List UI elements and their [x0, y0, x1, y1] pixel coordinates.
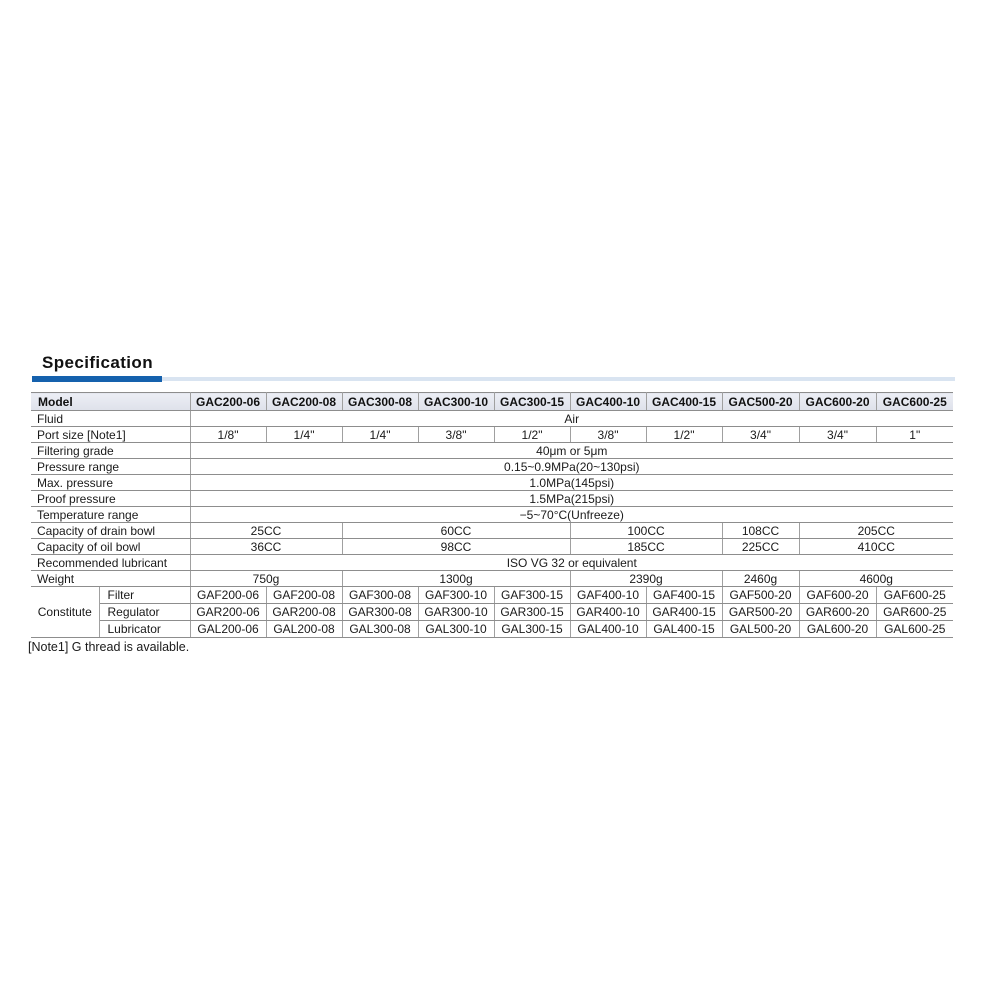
drain-bowl-value-2: 100CC — [570, 523, 722, 539]
sub-label-filter: Filter — [99, 587, 190, 604]
row-label-proof-pressure: Proof pressure — [31, 491, 190, 507]
column-header-model-0: GAC200-06 — [190, 393, 266, 411]
drain-bowl-value-0: 25CC — [190, 523, 342, 539]
port-size-value-3: 3/8" — [418, 427, 494, 443]
oil-bowl-value-1: 98CC — [342, 539, 570, 555]
filter-value-6: GAF400-15 — [646, 587, 722, 604]
table-row-proof-pressure — [31, 491, 953, 507]
port-size-value-8: 3/4" — [799, 427, 876, 443]
regulator-value-8: GAR600-20 — [799, 604, 876, 621]
weight-value-3: 2460g — [722, 571, 799, 587]
row-label-drain-bowl: Capacity of drain bowl — [31, 523, 190, 539]
row-value-fluid: Air — [190, 411, 953, 427]
row-label-constitute: Constitute — [31, 587, 99, 638]
port-size-value-9: 1" — [876, 427, 953, 443]
port-size-value-2: 1/4" — [342, 427, 418, 443]
table-row-constitute-lubricator — [31, 621, 953, 638]
column-header-model-6: GAC400-15 — [646, 393, 722, 411]
column-header-model-9: GAC600-25 — [876, 393, 953, 411]
row-label-oil-bowl: Capacity of oil bowl — [31, 539, 190, 555]
row-value-max-pressure: 1.0MPa(145psi) — [190, 475, 953, 491]
column-header-model-5: GAC400-10 — [570, 393, 646, 411]
filter-value-9: GAF600-25 — [876, 587, 953, 604]
row-label-max-pressure: Max. pressure — [31, 475, 190, 491]
filter-value-4: GAF300-15 — [494, 587, 570, 604]
drain-bowl-value-3: 108CC — [722, 523, 799, 539]
column-header-model-1: GAC200-08 — [266, 393, 342, 411]
lubricator-value-3: GAL300-10 — [418, 621, 494, 638]
lubricator-value-0: GAL200-06 — [190, 621, 266, 638]
sub-label-regulator: Regulator — [99, 604, 190, 621]
lubricator-value-9: GAL600-25 — [876, 621, 953, 638]
port-size-value-1: 1/4" — [266, 427, 342, 443]
page-title: Specification — [42, 353, 154, 372]
weight-value-4: 4600g — [799, 571, 953, 587]
weight-value-1: 1300g — [342, 571, 570, 587]
regulator-value-3: GAR300-10 — [418, 604, 494, 621]
filter-value-2: GAF300-08 — [342, 587, 418, 604]
title-underline-accent — [32, 376, 162, 382]
title-underline-light — [152, 377, 955, 381]
table-row-constitute-filter — [31, 587, 953, 604]
regulator-value-6: GAR400-15 — [646, 604, 722, 621]
row-label-port-size: Port size [Note1] — [31, 427, 190, 443]
sub-label-lubricator: Lubricator — [99, 621, 190, 638]
row-label-pressure-range: Pressure range — [31, 459, 190, 475]
table-row-pressure-range — [31, 459, 953, 475]
filter-value-7: GAF500-20 — [722, 587, 799, 604]
table-header-row — [31, 393, 953, 411]
table-row-max-pressure — [31, 475, 953, 491]
port-size-value-4: 1/2" — [494, 427, 570, 443]
filter-value-5: GAF400-10 — [570, 587, 646, 604]
row-value-lubricant: ISO VG 32 or equivalent — [190, 555, 953, 571]
lubricator-value-7: GAL500-20 — [722, 621, 799, 638]
row-label-fluid: Fluid — [31, 411, 190, 427]
row-label-lubricant: Recommended lubricant — [31, 555, 190, 571]
oil-bowl-value-4: 410CC — [799, 539, 953, 555]
regulator-value-2: GAR300-08 — [342, 604, 418, 621]
column-header-model-4: GAC300-15 — [494, 393, 570, 411]
filter-value-8: GAF600-20 — [799, 587, 876, 604]
drain-bowl-value-4: 205CC — [799, 523, 953, 539]
port-size-value-5: 3/8" — [570, 427, 646, 443]
column-header-model: Model — [31, 393, 190, 411]
regulator-value-5: GAR400-10 — [570, 604, 646, 621]
table-row-filtering-grade — [31, 443, 953, 459]
oil-bowl-value-2: 185CC — [570, 539, 722, 555]
regulator-value-1: GAR200-08 — [266, 604, 342, 621]
lubricator-value-1: GAL200-08 — [266, 621, 342, 638]
lubricator-value-5: GAL400-10 — [570, 621, 646, 638]
weight-value-0: 750g — [190, 571, 342, 587]
filter-value-0: GAF200-06 — [190, 587, 266, 604]
port-size-value-0: 1/8" — [190, 427, 266, 443]
row-label-filtering-grade: Filtering grade — [31, 443, 190, 459]
lubricator-value-8: GAL600-20 — [799, 621, 876, 638]
weight-value-2: 2390g — [570, 571, 722, 587]
row-value-filtering-grade: 40μm or 5μm — [190, 443, 953, 459]
table-row-drain-bowl — [31, 523, 953, 539]
table-row-oil-bowl — [31, 539, 953, 555]
table-row-port-size — [31, 427, 953, 443]
row-label-temperature-range: Temperature range — [31, 507, 190, 523]
drain-bowl-value-1: 60CC — [342, 523, 570, 539]
column-header-model-8: GAC600-20 — [799, 393, 876, 411]
oil-bowl-value-3: 225CC — [722, 539, 799, 555]
title-underline — [32, 376, 955, 382]
regulator-value-9: GAR600-25 — [876, 604, 953, 621]
column-header-model-7: GAC500-20 — [722, 393, 799, 411]
row-value-proof-pressure: 1.5MPa(215psi) — [190, 491, 953, 507]
table-row-temperature-range — [31, 507, 953, 523]
lubricator-value-6: GAL400-15 — [646, 621, 722, 638]
port-size-value-6: 1/2" — [646, 427, 722, 443]
specification-table — [31, 392, 953, 638]
port-size-value-7: 3/4" — [722, 427, 799, 443]
filter-value-3: GAF300-10 — [418, 587, 494, 604]
table-row-constitute-regulator — [31, 604, 953, 621]
oil-bowl-value-0: 36CC — [190, 539, 342, 555]
row-value-temperature-range: −5~70°C(Unfreeze) — [190, 507, 953, 523]
footnote: [Note1] G thread is available. — [28, 640, 190, 654]
table-row-weight — [31, 571, 953, 587]
row-label-weight: Weight — [31, 571, 190, 587]
column-header-model-2: GAC300-08 — [342, 393, 418, 411]
regulator-value-4: GAR300-15 — [494, 604, 570, 621]
lubricator-value-2: GAL300-08 — [342, 621, 418, 638]
row-value-pressure-range: 0.15~0.9MPa(20~130psi) — [190, 459, 953, 475]
table-row-fluid — [31, 411, 953, 427]
table-row-lubricant — [31, 555, 953, 571]
filter-value-1: GAF200-08 — [266, 587, 342, 604]
regulator-value-0: GAR200-06 — [190, 604, 266, 621]
column-header-model-3: GAC300-10 — [418, 393, 494, 411]
regulator-value-7: GAR500-20 — [722, 604, 799, 621]
lubricator-value-4: GAL300-15 — [494, 621, 570, 638]
